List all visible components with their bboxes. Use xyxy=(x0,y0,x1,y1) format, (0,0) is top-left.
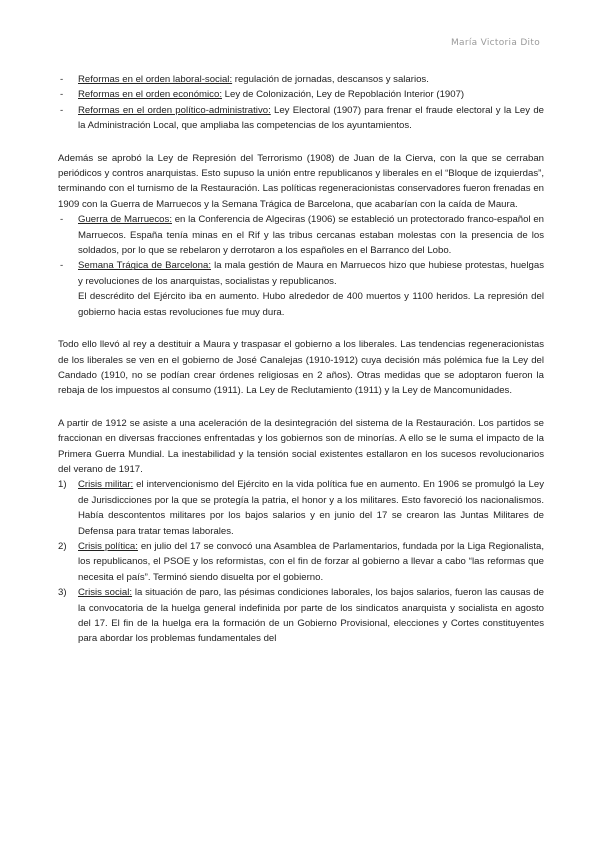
list-number: 1) xyxy=(58,479,67,491)
list-item-text: en la Conferencia de Algeciras (1906) se estableció un protectorado franco-español en Marruecos. España tenía minas en el Rif y las tribus cercanas estaban molestas con la presencia de los soldados, por lo que se rebelaron y derrotaron a los españoles en el Barranco del Lobo. xyxy=(78,214,544,257)
paragraph: A partir de 1912 se asiste a una aceleración de la desintegración del sistema de la Restauración. Los partidos se fraccionan en diversas fracciones enfrentadas y los gobiernos son de minorías. A ello se le suma el impacto de la Primera Guerra Mundial. La inestabilidad y la tensión social existentes estallaron en los sucesos revolucionarios del verano de 1917. xyxy=(58,417,544,475)
list-item-title: Crisis militar: xyxy=(78,479,134,491)
list-item-title: Reformas en el orden laboral-social: xyxy=(78,74,233,85)
list-item-text: la mala gestión de Maura en Marruecos hizo que hubiese protestas, huelgas y revoluciones de los anarquistas, socialistas y republicanos. xyxy=(78,260,544,287)
list-item-text: Ley Electoral (1907) para frenar el fraude electoral y la Ley de la Administración Local, que ampliaba las competencias de los ayuntamientos. xyxy=(78,104,544,132)
numbered-item xyxy=(58,539,544,585)
list-marker: - xyxy=(60,214,64,226)
spacer xyxy=(58,134,544,151)
list-number: 3) xyxy=(58,587,67,599)
list-item xyxy=(58,72,544,87)
list-number: 2) xyxy=(58,540,67,552)
list-item-title: Semana Trágica de Barcelona: xyxy=(78,260,211,272)
paragraph: Además se aprobó la Ley de Represión del Terrorismo (1908) de Juan de la Cierva, con la que se cerraban periódicos y contros anarquistas. Esto supuso la unión entre republicanos y liberales en el “Bloque de izquierdas”, terminando con el turnismo de la Restauración. Las políticas regeneracionistas conservadores fueron frenadas en 1909 con la Guerra de Marruecos y la Semana Trágica de Barcelona, que acabarían con la caída de Maura. xyxy=(58,152,544,210)
list-item xyxy=(58,87,544,102)
list-item xyxy=(58,258,544,320)
list-item-title: Guerra de Marruecos: xyxy=(78,214,172,226)
numbered-item xyxy=(58,477,544,539)
list-item xyxy=(58,212,544,258)
list-item-title: Crisis política: xyxy=(78,540,138,552)
paragraph: Todo ello llevó al rey a destituir a Maura y traspasar el gobierno a los liberales. Las tendencias regeneracionistas de los liberales se ven en el gobierno de José Canalejas (1910-1912) cuya decisión más polémica fue la Ley del Candado (1910, no se podían crear órdenes religiosas en 2 años). Otras medidas que se adoptaron fueron la rebaja de los impuestos al consumo (1911). La Ley de Reclutamiento (1911) y la Ley de Mancomunidades. xyxy=(58,339,544,397)
numbered-item xyxy=(58,585,544,647)
list-marker: - xyxy=(60,260,64,272)
list-item-title: Reformas en el orden político-administrativo: xyxy=(78,104,271,116)
list-marker: - xyxy=(60,89,64,101)
list-item-text: el intervencionismo del Ejército en la vida política fue en aumento. En 1906 se promulgó la Ley de Jurisdicciones por la que se protegía la patria, el honor y a los militares. Esto favoreció los nacionalismos. Había descontentos militares por los bajos salarios y en junio del 17 se crearon las Juntas Militares de Defensa para tratar temas laborales. xyxy=(78,479,544,537)
list-item-title: Crisis social: xyxy=(78,587,133,599)
list-marker: - xyxy=(60,74,64,85)
spacer xyxy=(58,399,544,416)
page-header-author: María Victoria Dito xyxy=(450,38,540,48)
list-item-title: Reformas en el orden económico: xyxy=(78,89,222,101)
list-item-text: la situación de paro, las pésimas condiciones laborales, los bajos salarios, fueron las causas de la convocatoria de la huelga general indefinida por parte de los sindicatos anarquista y socialista en agosto del 17. El fin de la huelga era la formación de un Gobierno Provisional, elecciones y Cortes constituyentes para abordar los problemas fundamentales del xyxy=(78,587,545,645)
list-item-extra-text: El descrédito del Ejército iba en aumento. Hubo alrededor de 400 muertos y 1100 heridos. La represión del gobierno hacia estas revoluciones fue muy dura. xyxy=(78,291,544,318)
list-marker: - xyxy=(60,104,64,116)
spacer xyxy=(58,320,544,337)
list-item-text: regulación de jornadas, descansos y salarios. xyxy=(232,74,429,85)
list-item-text: en julio del 17 se convocó una Asamblea de Parlamentarios, fundada por la Liga Regionalista, los republicanos, el PSOE y los reformistas, con el fin de forzar al gobierno a llevar a cabo “las reformas que necesita el país”. Terminó siendo disuelta por el gobierno. xyxy=(78,540,544,583)
list-item xyxy=(58,103,544,134)
document-body xyxy=(58,72,544,647)
list-item-text: Ley de Colonización, Ley de Repoblación Interior (1907) xyxy=(221,89,465,101)
